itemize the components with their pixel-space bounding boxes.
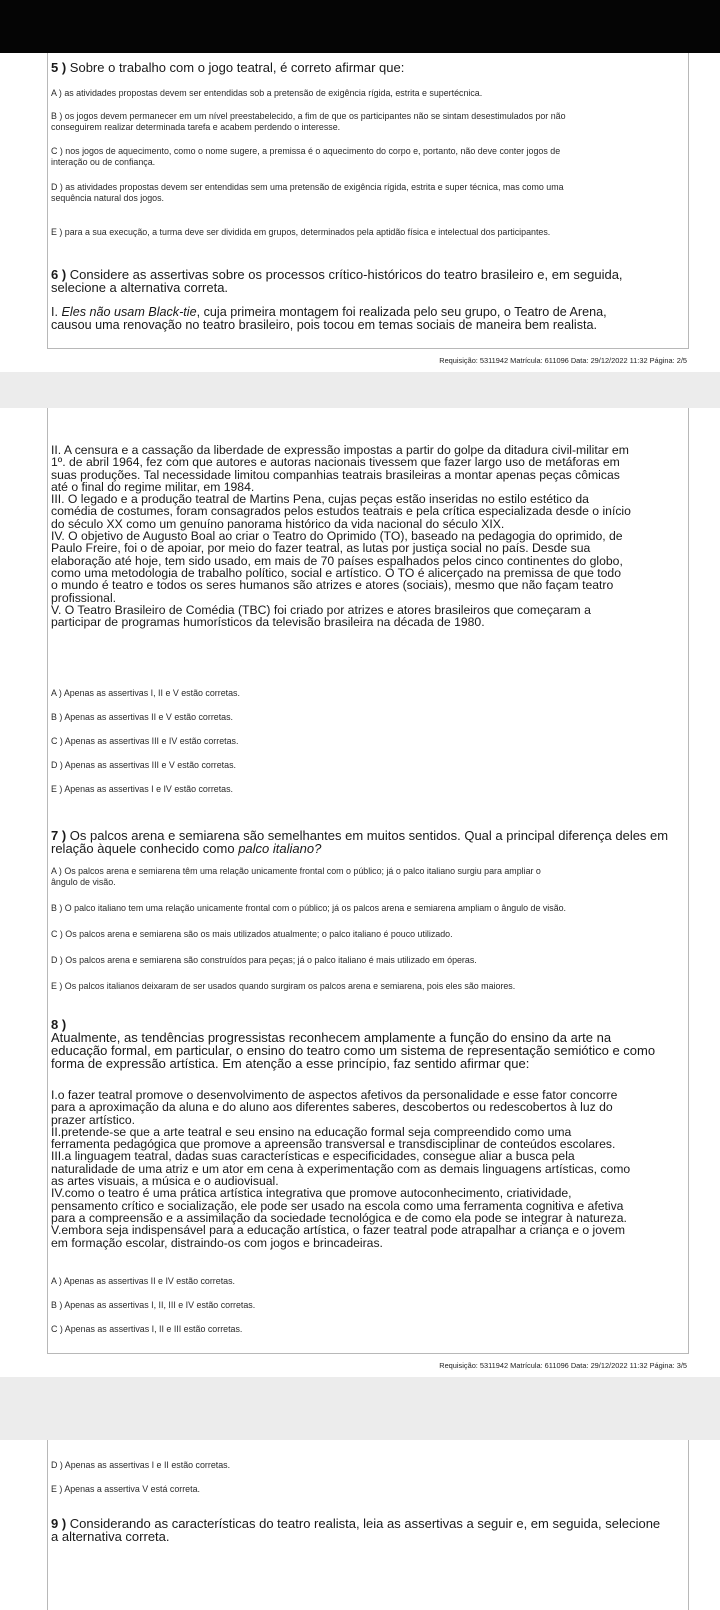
answer-option-a[interactable]: A ) Os palcos arena e semiarena têm uma relação unicamente frontal com o público; já o palco italiano surgiu para ampliar o ângulo de visão.	[51, 866, 541, 887]
answer-option-d[interactable]: D ) Apenas as assertivas I e II estão corretas.	[51, 1460, 231, 1470]
play-title: Eles não usam Black-tie	[61, 305, 197, 319]
question-text: Sobre o trabalho com o jogo teatral, é correto afirmar que:	[69, 60, 405, 75]
question-number: 7 )	[51, 828, 67, 843]
assertions-list: I.o fazer teatral promove o desenvolvimento de aspectos afetivos da personalidade e esse fator concorre para a aproximação da aluna e do aluno aos diferentes saberes, descobertos ou redescobertos à luz do prazer artístico. II.pretende-se que a arte teatral e seu ensino na educação formal seja compreendido como uma ferramenta pedagógica que promove a apreensão transversal e transdisciplinar de conteúdos escolares. III.a linguagem teatral, dadas suas características e especificidades, consegue aliar a busca pela naturalidade de uma atriz e um ator em cena à experimentação com as demais linguagens artísticas, como as artes visuais, a música e o audiovisual. IV.como o teatro é uma prática artística integrativa que promove autoconhecimento, criatividade, pensamento crítico e socialização, ele pode ser usado na escola como uma ferramenta cognitiva e afetiva para a compreensão e a assimilação da sociedade tecnológica e de como ela pode se integrar à natureza. V.embora seja indispensável para a educação artística, o fazer teatral pode atrapalhar a criança e o jovem em formação escolar, distraindo-os com jogos e brincadeiras.	[51, 1088, 631, 1250]
answer-option-b[interactable]: B ) Apenas as assertivas II e V estão corretas.	[51, 712, 234, 722]
question-9-title: 9 ) Considerando as características do teatro realista, leia as assertivas a seguir e, em seguida, selecione a alternativa correta.	[51, 1516, 661, 1544]
answer-option-a[interactable]: A ) as atividades propostas devem ser entendidas sob a pretensão de exigência rígida, estrita e supertécnica.	[51, 88, 483, 98]
status-bar-background	[0, 0, 720, 53]
answer-option-c[interactable]: C ) Apenas as assertivas III e IV estão corretas.	[51, 736, 239, 746]
answer-option-e[interactable]: E ) Apenas as assertivas I e IV estão corretas.	[51, 784, 234, 794]
page-footer: Requisição: 5311942 Matrícula: 611096 Data: 29/12/2022 11:32 Página: 2/5	[439, 356, 687, 365]
answer-option-b[interactable]: B ) Apenas as assertivas I, II, III e IV estão corretas.	[51, 1300, 256, 1310]
question-8-title: 8 ) Atualmente, as tendências progressistas reconhecem amplamente a função do ensino da arte na educação formal, em particular, o ensino do teatro como um sistema de representação semiótico e como forma de expressão artística. Em atenção a esse princípio, faz sentido afirmar que:	[51, 1017, 656, 1071]
page-separator	[0, 372, 720, 408]
question-number: 9 )	[51, 1516, 67, 1531]
question-6-title: 6 ) Considere as assertivas sobre os processos crítico-históricos do teatro brasileiro e, em seguida, selecione a alternativa correta.	[51, 267, 623, 295]
assertion-1: I. Eles não usam Black-tie, cuja primeira montagem foi realizada pelo seu grupo, o Teatro de Arena, causou uma renovação no teatro brasileiro, pois tocou em temas sociais de maneira bem realista.	[51, 305, 607, 332]
answer-option-c[interactable]: C ) Apenas as assertivas I, II e III estão corretas.	[51, 1324, 243, 1334]
question-7-title: 7 ) Os palcos arena e semiarena são semelhantes em muitos sentidos. Qual a principal diferença deles em relação àquele conhecido como palco italiano?	[51, 828, 669, 856]
answer-option-c[interactable]: C ) nos jogos de aquecimento, como o nome sugere, a premissa é o aquecimento do corpo e, portanto, não deve conter jogos de interação ou de confiança.	[51, 146, 561, 167]
answer-option-e[interactable]: E ) Os palcos italianos deixaram de ser usados quando surgiram os palcos arena e semiarena, pois eles são maiores.	[51, 981, 516, 991]
question-number: 6 )	[51, 267, 67, 282]
answer-option-e[interactable]: E ) Apenas a assertiva V está correta.	[51, 1484, 200, 1494]
answer-option-a[interactable]: A ) Apenas as assertivas II e IV estão corretas.	[51, 1276, 235, 1286]
page-separator	[0, 1377, 720, 1440]
question-number: 8 )	[51, 1017, 67, 1032]
answer-option-a[interactable]: A ) Apenas as assertivas I, II e V estão corretas.	[51, 688, 240, 698]
answer-option-d[interactable]: D ) Apenas as assertivas III e V estão corretas.	[51, 760, 236, 770]
question-number: 5 )	[51, 60, 67, 75]
answer-option-b[interactable]: B ) O palco italiano tem uma relação unicamente frontal com o público; já os palcos arena e semiarena ampliam o ângulo de visão.	[51, 903, 567, 913]
question-5-title	[51, 61, 691, 74]
answer-option-e[interactable]: E ) para a sua execução, a turma deve ser dividida em grupos, determinados pela aptidão física e intelectual dos participantes.	[51, 227, 551, 237]
assertions-list: II. A censura e a cassação da liberdade de expressão impostas a partir do golpe da ditadura civil-militar em 1º. de abril 1964, fez com que autores e autoras nacionais tivessem que fazer largo uso de metáforas em suas produções. Tal necessidade limitou companhias teatrais brasileiras a montar apenas peças cômicas até o final do regime militar, em 1984. III. O legado e a produção teatral de Martins Pena, cujas peças estão inseridas no estilo estético da comédia de costumes, foram consagrados pelos estudos teatrais e pela crítica especializada desde o início do século XX como um genuíno panorama histórico da vida nacional do século XIX. IV. O objetivo de Augusto Boal ao criar o Teatro do Oprimido (TO), baseado na pedagogia do oprimido, de Paulo Freire, foi o de apoiar, por meio do fazer teatral, as lutas por justiça social no país. Desde sua elaboração até hoje, tem sido usado, em mais de 70 países espalhados pelos cinco continentes do globo, como uma metodologia de trabalho político, social e artístico. O TO é alicerçado na premissa de que todo o mundo é teatro e todos os seres humanos são atrizes e atores (sociais), mesmo que não façam teatro profissional. V. O Teatro Brasileiro de Comédia (TBC) foi criado por atrizes e atores brasileiros que começaram a participar de programas humorísticos da televisão brasileira na década de 1980.	[51, 443, 631, 630]
page-footer: Requisição: 5311942 Matrícula: 611096 Data: 29/12/2022 11:32 Página: 3/5	[439, 1361, 687, 1370]
answer-option-d[interactable]: D ) as atividades propostas devem ser entendidas sem uma pretensão de exigência rígida, estrita e super técnica, mas como uma sequência natural dos jogos.	[51, 182, 564, 203]
answer-option-d[interactable]: D ) Os palcos arena e semiarena são construídos para peças; já o palco italiano é mais utilizado em óperas.	[51, 955, 477, 965]
answer-option-b[interactable]: B ) os jogos devem permanecer em um nível preestabelecido, a fim de que os participantes não se sintam desestimulados por não conseguirem realizar determinada tarefa e acabem perdendo o interesse.	[51, 111, 566, 132]
answer-option-c[interactable]: C ) Os palcos arena e semiarena são os mais utilizados atualmente; o palco italiano é pouco utilizado.	[51, 929, 453, 939]
